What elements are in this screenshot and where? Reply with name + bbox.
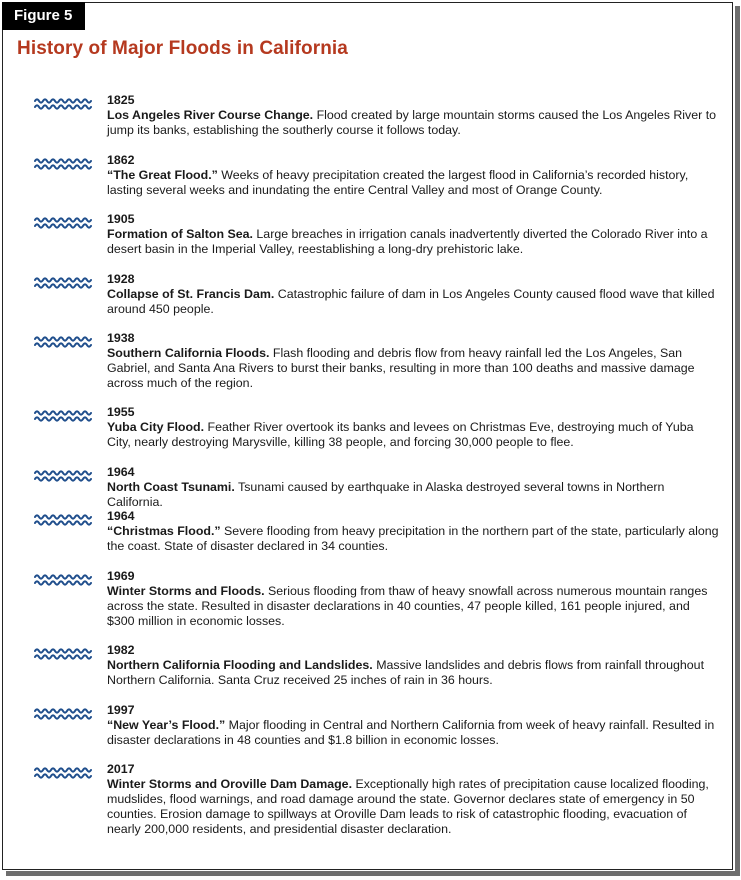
frame-shadow-right — [735, 6, 740, 874]
figure-title: History of Major Floods in California — [17, 38, 348, 59]
entry-description — [107, 524, 719, 554]
wave-icon — [34, 513, 92, 529]
wave-icon — [34, 573, 92, 589]
entry-text: Catastrophic failure of dam in Los Angeles County caused flood wave that killed around 450 people. — [107, 287, 715, 316]
entry-text: Tsunami caused by earthquake in Alaska destroyed several towns in Northern California. — [107, 480, 665, 509]
entry-text: Severe flooding from heavy precipitation in the northern part of the state, particularly along the coast. State of disaster declared in 34 counties. — [107, 524, 719, 553]
entry-text: Feather River overtook its banks and levees on Christmas Eve, destroying much of Yuba City, nearly destroying Marysville, killing 38 people, and forcing 30,000 people to flee. — [107, 420, 694, 449]
entry-description — [107, 227, 719, 257]
frame-shadow-bottom — [6, 871, 740, 876]
entry-description — [107, 658, 719, 688]
entry-description — [107, 777, 719, 837]
wave-icon — [34, 707, 92, 723]
entry-heading: North Coast Tsunami. — [107, 480, 235, 494]
entry-heading: Yuba City Flood. — [107, 420, 205, 434]
entry-year: 1862 — [107, 153, 135, 167]
entry-year: 1969 — [107, 569, 135, 583]
entry-description — [107, 480, 719, 510]
wave-icon — [34, 766, 92, 782]
wave-icon — [34, 216, 92, 232]
entry-heading: Northern California Flooding and Landslides. — [107, 658, 373, 672]
entry-year: 1905 — [107, 212, 135, 226]
entry-year: 1964 — [107, 465, 135, 479]
entry-text: Flood created by large mountain storms caused the Los Angeles River to jump its banks, establishing the southerly course it follows today. — [107, 108, 717, 137]
wave-icon — [34, 409, 92, 425]
entry-text: Large breaches in irrigation canals inadvertently diverted the Colorado River into a desert basin in the Imperial Valley, reestablishing a long-dry prehistoric lake. — [107, 227, 708, 256]
entry-year: 1955 — [107, 405, 135, 419]
entry-year: 1997 — [107, 703, 135, 717]
entry-year: 1928 — [107, 272, 135, 286]
entry-year: 1982 — [107, 643, 135, 657]
entry-text: Weeks of heavy precipitation created the largest flood in California’s recorded history, lasting several weeks and inundating the entire Central Valley and most of Orange County. — [107, 168, 689, 197]
entry-heading: Winter Storms and Oroville Dam Damage. — [107, 777, 353, 791]
entry-text: Major flooding in Central and Northern California from week of heavy rainfall. Resulted in disaster declarations in 48 counties and $1.8 billion in economic losses. — [107, 718, 715, 747]
figure-label: Figure 5 — [2, 2, 85, 30]
entry-description — [107, 420, 719, 450]
entry-text: Flash flooding and debris flow from heavy rainfall led the Los Angeles, San Gabriel, and Santa Ana Rivers to burst their banks, resulting in more than 100 deaths and massive damage across much of the region. — [107, 346, 695, 390]
entry-description — [107, 108, 719, 138]
wave-icon — [34, 276, 92, 292]
entry-year: 2017 — [107, 762, 135, 776]
entry-year: 1964 — [107, 509, 135, 523]
entry-year: 1825 — [107, 93, 135, 107]
entry-description — [107, 287, 719, 317]
entry-heading: Winter Storms and Floods. — [107, 584, 265, 598]
entry-heading: Los Angeles River Course Change. — [107, 108, 314, 122]
entry-heading: Collapse of St. Francis Dam. — [107, 287, 275, 301]
entry-description — [107, 346, 719, 391]
entry-text: Massive landslides and debris flows from rainfall throughout Northern California. Santa Cruz received 25 inches of rain in 36 hours. — [107, 658, 705, 687]
entry-text: Exceptionally high rates of precipitation cause localized flooding, mudslides, flood warnings, and road damage around the state. Governor declares state of emergency in 50 counties. Erosion damage to spillways at Oroville Dam leads to risk of catastrophic flooding, evacuation of nearly 200,000 residents, and presidential disaster declaration. — [107, 777, 709, 836]
entry-heading: “The Great Flood.” — [107, 168, 218, 182]
wave-icon — [34, 157, 92, 173]
wave-icon — [34, 647, 92, 663]
entry-heading: Southern California Floods. — [107, 346, 270, 360]
wave-icon — [34, 469, 92, 485]
entry-year: 1938 — [107, 331, 135, 345]
wave-icon — [34, 97, 92, 113]
entry-heading: “Christmas Flood.” — [107, 524, 221, 538]
wave-icon — [34, 335, 92, 351]
entry-description — [107, 584, 719, 629]
entry-description — [107, 718, 719, 748]
entry-heading: Formation of Salton Sea. — [107, 227, 253, 241]
entry-text: Serious flooding from thaw of heavy snowfall across numerous mountain ranges across the state. Resulted in disaster declarations in 40 counties, 47 people killed, 161 people injured, and $300 million in economic losses. — [107, 584, 708, 628]
entry-heading: “New Year’s Flood.” — [107, 718, 226, 732]
entry-description — [107, 168, 719, 198]
